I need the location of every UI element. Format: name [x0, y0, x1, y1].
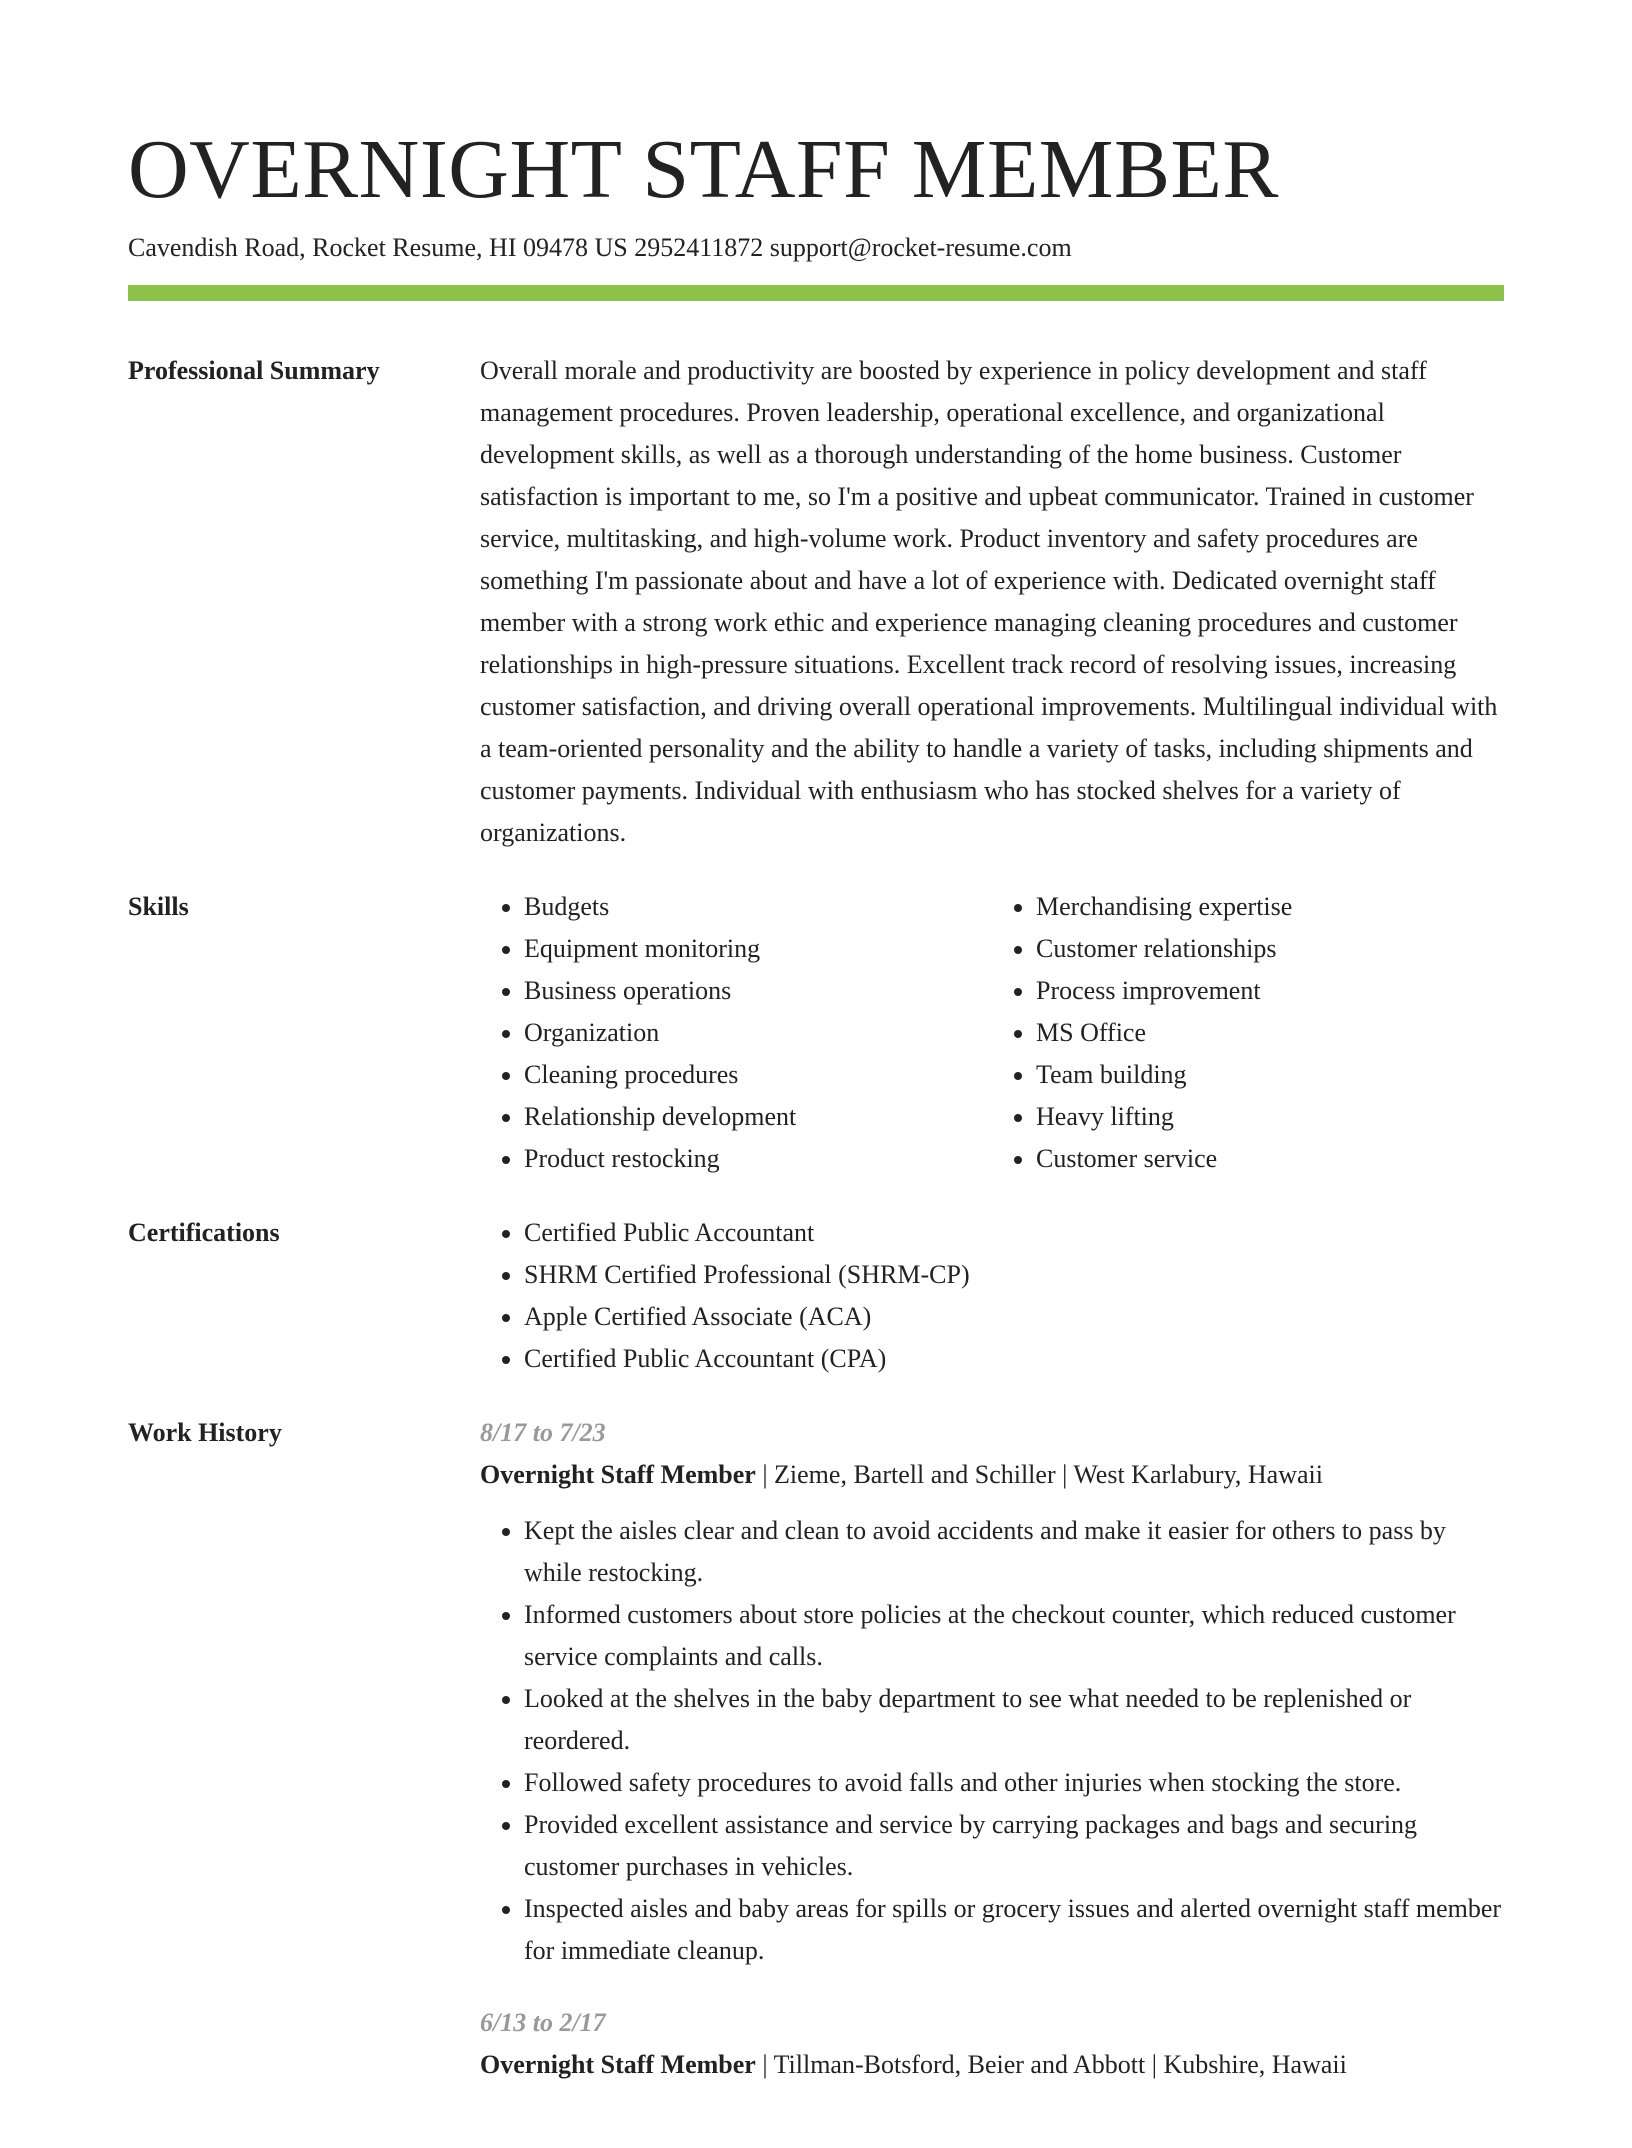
job-bullets [480, 1510, 1504, 1972]
candidate-name: OVERNIGHT STAFF MEMBER [128, 123, 1279, 216]
skill-item: • Customer relationships [1036, 928, 1504, 970]
skill-item: • Budgets [524, 886, 992, 928]
certifications-section [128, 1212, 1504, 1380]
job-dates: 8/17 to 7/23 [480, 1418, 606, 1447]
job-entry [480, 2002, 1504, 2086]
job-bullet: • Kept the aisles clear and clean to avoid accidents and make it easier for others to pass by while restocking. [524, 1510, 1504, 1594]
skills-section [128, 886, 1504, 1180]
skill-item: • Heavy lifting [1036, 1096, 1504, 1138]
section-label: Professional Summary [128, 356, 380, 385]
skill-item: • Organization [524, 1012, 992, 1054]
job-heading [480, 2044, 1504, 2086]
skill-item: • Team building [1036, 1054, 1504, 1096]
section-label: Certifications [128, 1218, 280, 1247]
work-history-section [128, 1412, 1504, 2116]
job-dates: 6/13 to 2/17 [480, 2008, 606, 2037]
job-title: Overnight Staff Member [480, 2050, 756, 2079]
skills-columns [480, 886, 1504, 1180]
job-bullet: • Provided excellent assistance and service by carrying packages and bags and securing customer purchases in vehicles. [524, 1804, 1504, 1888]
section-label: Skills [128, 892, 189, 921]
resume-content [128, 350, 1504, 2148]
job-title: Overnight Staff Member [480, 1460, 756, 1489]
section-body [480, 1212, 1504, 1380]
certification-item: • SHRM Certified Professional (SHRM-CP) [524, 1254, 1504, 1296]
job-bullet: • Looked at the shelves in the baby department to see what needed to be replenished or reordered. [524, 1678, 1504, 1762]
skill-item: • Cleaning procedures [524, 1054, 992, 1096]
section-body [480, 350, 1504, 854]
skill-item: • Product restocking [524, 1138, 992, 1180]
section-label: Work History [128, 1418, 282, 1447]
job-bullet: • Followed safety procedures to avoid falls and other injuries when stocking the store. [524, 1762, 1504, 1804]
summary-text: Overall morale and productivity are boosted by experience in policy development and staff management procedures. Proven leadership, operational excellence, and organizational development skills, as well as a thorough understanding of the home business. Customer satisfaction is important to me, so I'm a positive and upbeat communicator. Trained in customer service, multitasking, and high-volume work. Product inventory and safety procedures are something I'm passionate about and have a lot of experience with. Dedicated overnight staff member with a strong work ethic and experience managing cleaning procedures and customer relationships in high-pressure situations. Excellent track record of resolving issues, increasing customer satisfaction, and driving overall operational improvements. Multilingual individual with a team-oriented personality and the ability to handle a variety of tasks, including shipments and customer payments. Individual with enthusiasm who has stocked shelves for a variety of organizations. [480, 356, 1498, 847]
job-entry [480, 1412, 1504, 1972]
resume-header [128, 118, 1504, 266]
skill-item: • MS Office [1036, 1012, 1504, 1054]
job-bullet: • Informed customers about store policies at the checkout counter, which reduced customer service complaints and calls. [524, 1594, 1504, 1678]
skill-item: • Equipment monitoring [524, 928, 992, 970]
certifications-list [480, 1212, 1504, 1380]
job-bullet: • Inspected aisles and baby areas for spills or grocery issues and alerted overnight staff member for immediate cleanup. [524, 1888, 1504, 1972]
skill-item: • Merchandising expertise [1036, 886, 1504, 928]
skill-item: • Business operations [524, 970, 992, 1012]
skill-item: • Process improvement [1036, 970, 1504, 1012]
skills-list-left [480, 886, 992, 1180]
contact-info: Cavendish Road, Rocket Resume, HI 09478 US 2952411872 support@rocket-resume.com [128, 233, 1072, 262]
certification-item: • Certified Public Accountant (CPA) [524, 1338, 1504, 1380]
skill-item: • Customer service [1036, 1138, 1504, 1180]
job-details: | Zieme, Bartell and Schiller | West Karlabury, Hawaii [755, 1460, 1323, 1489]
certification-item: • Apple Certified Associate (ACA) [524, 1296, 1504, 1338]
professional-summary-section [128, 350, 1504, 854]
accent-divider [128, 285, 1504, 301]
skill-item: • Relationship development [524, 1096, 992, 1138]
certification-item: • Certified Public Accountant [524, 1212, 1504, 1254]
skills-list-right [992, 886, 1504, 1180]
job-heading [480, 1454, 1504, 1496]
job-details: | Tillman-Botsford, Beier and Abbott | Kubshire, Hawaii [755, 2050, 1347, 2079]
section-body [480, 1412, 1504, 2116]
